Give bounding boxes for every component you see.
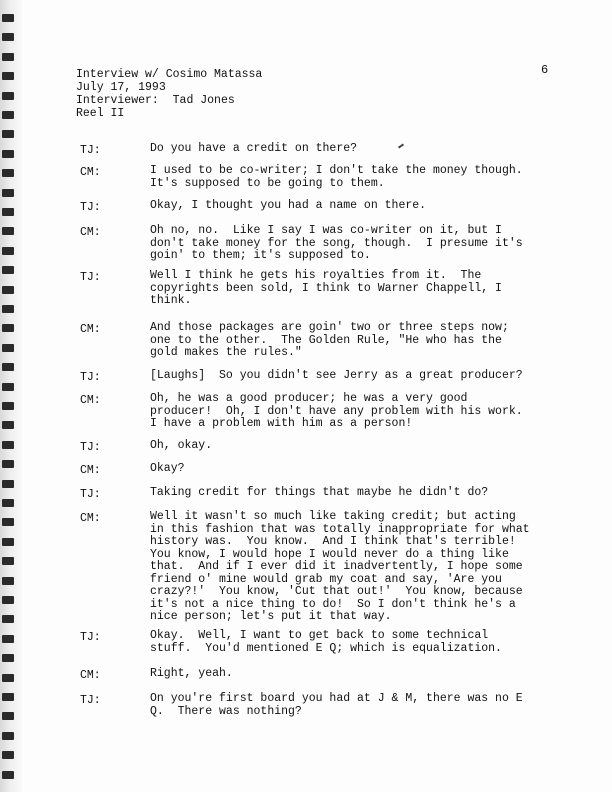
header-interviewer [76, 94, 262, 107]
speech-text [150, 165, 560, 190]
binding-hole [2, 208, 14, 216]
speech-text [150, 370, 560, 383]
binding-hole [2, 169, 14, 177]
binding-hole [2, 557, 14, 565]
binding-hole [2, 751, 14, 759]
header-interviewer-label: Interviewer: [76, 94, 159, 107]
speech-line: It's supposed to be going to them. [150, 176, 385, 190]
binding-hole [2, 615, 14, 623]
binding-hole [2, 53, 14, 61]
interview-header [76, 68, 262, 120]
header-interview-title: Interview w/ Cosimo Matassa [76, 68, 263, 81]
speech-text [150, 322, 560, 360]
binding-hole [2, 111, 14, 119]
binding-hole [2, 286, 14, 294]
speaker-label: TJ: [80, 371, 101, 384]
speaker-label: TJ: [80, 694, 101, 707]
speech-line: stuff. You'd mentioned E Q; which is equalization. [150, 641, 502, 655]
speaker-label: CM: [80, 166, 101, 179]
binding-hole [2, 771, 14, 779]
speech-line: copyrights been sold, I think to Warner Chappell, I [150, 281, 502, 295]
binding-hole [2, 14, 14, 22]
speech-line: it's not a nice thing to do! So I don't think he's a [150, 597, 516, 611]
speech-line: one to the other. The Golden Rule, "He who has the [150, 333, 502, 347]
speaker-label: CM: [80, 669, 101, 682]
binding-hole [2, 72, 14, 80]
speech-line: history was. You know. And I think that's terrible! [150, 535, 516, 548]
speech-line: gold makes the rules." [150, 346, 302, 359]
speaker-label: TJ: [80, 144, 101, 157]
speech-line: I used to be co-writer; I don't take the money though. [150, 164, 523, 177]
speech-line: Q. There was nothing? [150, 704, 302, 718]
speaker-label: CM: [80, 512, 101, 525]
binding-hole [2, 402, 14, 410]
binding-hole [2, 538, 14, 546]
speech-line: Do you have a credit on there? [150, 142, 358, 155]
speech-text [150, 225, 560, 263]
speech-line: You know, I would hope I would never do a thing like [150, 547, 509, 561]
binding-hole [2, 499, 14, 507]
speech-line: nice person; let's put it that way. [150, 610, 392, 623]
speech-text [150, 668, 560, 681]
speech-line: Oh, okay. [150, 439, 213, 452]
speech-line: producer! Oh, I don't have any problem with his work. [150, 404, 523, 418]
speech-text [150, 270, 560, 308]
binding-hole [2, 383, 14, 391]
speech-line: And those packages are goin' two or three steps now; [150, 321, 509, 334]
page-number: 6 [541, 63, 549, 77]
speech-line: that. And if I ever did it inadvertently, I hope some [150, 560, 523, 573]
binding-hole [2, 247, 14, 255]
header-interviewer-name: Tad Jones [172, 94, 235, 107]
speaker-label: TJ: [80, 271, 101, 284]
speech-text [150, 630, 560, 655]
spiral-binding [0, 0, 22, 792]
binding-hole [2, 577, 14, 585]
speech-line: Oh, he was a good producer; he was a very good [150, 392, 468, 405]
binding-hole [2, 130, 14, 138]
header-reel: Reel II [76, 107, 125, 120]
speech-line: Oh no, no. Like I say I was co-writer on it, but I [150, 224, 502, 237]
binding-hole [2, 674, 14, 682]
binding-hole [2, 732, 14, 740]
binding-hole [2, 460, 14, 468]
speech-line: crazy?!' You know, 'Cut that out!' You know, because [150, 585, 523, 598]
speaker-label: CM: [80, 464, 101, 477]
binding-hole [2, 441, 14, 449]
speech-line: Well it wasn't so much like taking credit; but acting [150, 510, 516, 523]
speech-text [150, 393, 560, 431]
speech-line: Okay, I thought you had a name on there. [150, 199, 427, 212]
binding-hole [2, 150, 14, 158]
speech-line: don't take money for the song, though. I presume it's [150, 236, 523, 250]
binding-hole [2, 480, 14, 488]
speech-line: [Laughs] So you didn't see Jerry as a great producer? [150, 369, 523, 382]
speech-line: goin' to them; it's supposed to. [150, 249, 371, 262]
binding-hole [2, 635, 14, 643]
speaker-label: CM: [80, 323, 101, 336]
speech-text [150, 463, 560, 476]
binding-hole [2, 518, 14, 526]
binding-hole [2, 33, 14, 41]
binding-hole [2, 305, 14, 313]
binding-hole [2, 712, 14, 720]
speech-text [150, 511, 560, 624]
speech-text [150, 487, 560, 500]
binding-hole [2, 324, 14, 332]
speech-line: Taking credit for things that maybe he didn't do? [150, 486, 489, 499]
speech-text [150, 143, 560, 156]
binding-hole [2, 344, 14, 352]
binding-hole [2, 654, 14, 662]
binding-hole [2, 227, 14, 235]
speech-line: Okay? [150, 462, 185, 475]
speech-line: Right, yeah. [150, 667, 233, 680]
speech-line: think. [150, 294, 192, 307]
speaker-label: CM: [80, 394, 101, 407]
binding-hole [2, 693, 14, 701]
speech-line: friend o' mine would grab my coat and say, 'Are you [150, 572, 502, 586]
speech-line: On you're first board you had at J & M, there was no E [150, 692, 523, 705]
speech-line: in this fashion that was totally inappropriate for what [150, 522, 530, 536]
speaker-label: CM: [80, 226, 101, 239]
binding-hole [2, 421, 14, 429]
binding-hole [2, 596, 14, 604]
speech-line: Well I think he gets his royalties from it. The [150, 269, 482, 282]
speaker-label: TJ: [80, 441, 101, 454]
binding-hole [2, 363, 14, 371]
speech-line: Okay. Well, I want to get back to some technical [150, 629, 489, 642]
speech-line: I have a problem with him as a person! [150, 417, 413, 430]
speech-text [150, 693, 560, 718]
speech-text [150, 440, 560, 453]
binding-hole [2, 92, 14, 100]
binding-hole [2, 266, 14, 274]
speech-text [150, 200, 560, 213]
speaker-label: TJ: [80, 488, 101, 501]
speaker-label: TJ: [80, 201, 101, 214]
speaker-label: TJ: [80, 631, 101, 644]
header-date: July 17, 1993 [76, 81, 166, 94]
binding-hole [2, 189, 14, 197]
